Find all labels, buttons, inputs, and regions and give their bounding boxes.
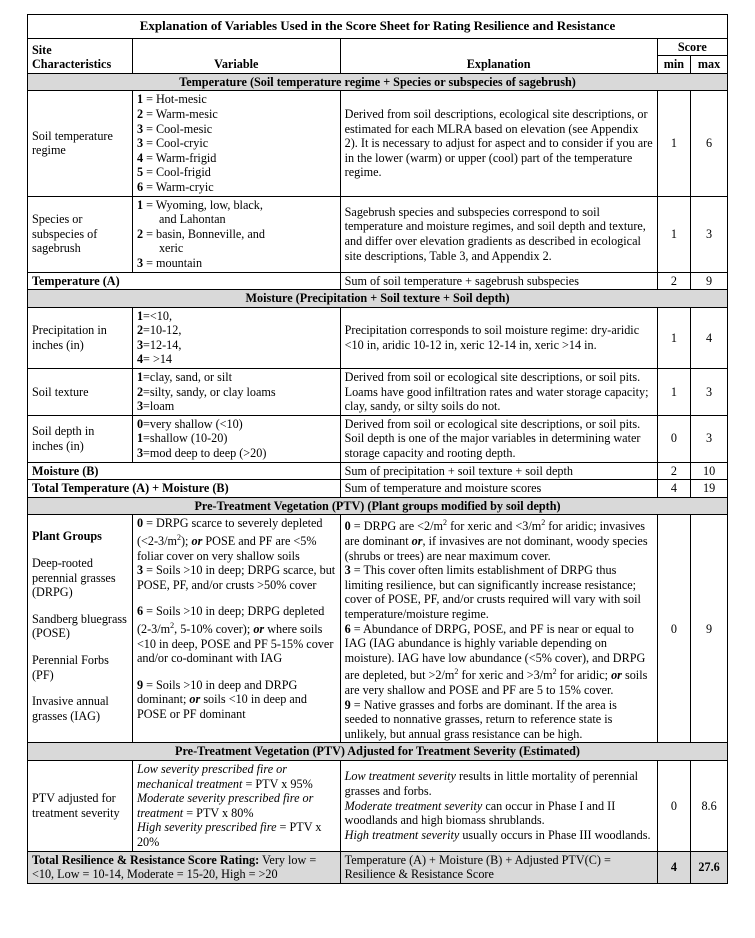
list-item: 0 = DRPG scarce to severely depleted $(<2-3/m^2)$; or POSE and PF are <5% foliar cover on very shallow soils: [136, 516, 323, 563]
ptv-band-label: Pre-Treatment Vegetation (PTV) (Plant groups modified by soil depth): [28, 497, 728, 515]
moisture-sum-label: Moisture (B): [28, 462, 341, 480]
list-item: 0 = DRPG are $<2/m^2$ for xeric and $<3/m^2$ for aridic; invasives are dominant or, if invasives are not dominant, woody species (shrubs or trees) are near maximum cover.: [344, 518, 648, 563]
temperature-band-label: Temperature (Soil temperature regime + Species or subspecies of sagebrush): [28, 73, 728, 91]
adjusted-band-label: Pre-Treatment Vegetation (PTV) Adjusted for Treatment Severity (Estimated): [28, 743, 728, 761]
soil-temperature-row: [28, 91, 728, 196]
list-item: 1=<10,: [136, 308, 173, 323]
total-score-explanation: [340, 851, 657, 883]
variables-sagebrush: [132, 196, 340, 272]
list-item: 0=very shallow (<10): [136, 416, 243, 431]
plant-groups-heading: Plant Groups: [32, 529, 102, 544]
soil-depth-row: [28, 415, 728, 462]
list-item: 1=shallow (10-20): [136, 431, 228, 446]
header-variable: Variable: [132, 38, 340, 73]
moisture-sum-explanation: Sum of precipitation + soil texture + soil depth: [340, 462, 657, 480]
min-sagebrush: 1: [657, 196, 691, 272]
list-item: 4 = Warm-frigid: [136, 150, 217, 165]
header-score: Score: [657, 38, 727, 56]
list-item: 3 = This cover often limits establishment of DRPG thus limiting resilience, but can significantly increase resistance; cover of POSE, PF, and/or crusts required will vary with soil temperature/moisture regime.: [344, 563, 641, 622]
list-item: 3=12-14,: [136, 337, 182, 352]
plant-groups-row: [28, 515, 728, 743]
explanation-soil-depth: Derived from soil or ecological site descriptions, or soil pits. Soil depth is one of the major variables in determining water storage capacity and rooting depth.: [340, 415, 657, 462]
list-item: High severity prescribed fire = PTV x 20%: [136, 820, 322, 849]
total-score-label: Total Resilience & Resistance Score Rating: Very low = <10, Low = 10-14, Moderate = 15-20, High = >20: [28, 851, 341, 883]
min-soil-depth: 0: [657, 415, 691, 462]
list-item: Low severity prescribed fire or mechanical treatment = PTV x 95%: [136, 762, 313, 791]
min-plant-groups: 0: [657, 515, 691, 743]
list-item: 3 = Cool-cryic: [136, 136, 209, 151]
total-exp-line2: Resilience & Resistance Score: [344, 867, 494, 882]
header-site-line1: Site: [32, 42, 52, 57]
list-item: 2 = Warm-mesic: [136, 106, 218, 121]
list-item: 3 = Soils >10 in deep; DRPG scarce, but POSE, PF, and/or crusts >50% cover: [136, 563, 336, 592]
header-min: min: [657, 56, 691, 74]
list-item: High treatment severity usually occurs in Phase III woodlands.: [344, 827, 651, 842]
list-item: 3 = mountain: [136, 255, 203, 270]
table-title: Explanation of Variables Used in the Score Sheet for Rating Resilience and Resistance: [28, 15, 728, 39]
list-item: Low treatment severity results in little mortality of perennial grasses and forbs.: [344, 769, 638, 798]
header-site: [28, 38, 133, 73]
min-soil-texture: 1: [657, 369, 691, 416]
explanation-soil-texture: Derived from soil or ecological site descriptions, or soil pits. Loams have good infiltration rates and water storage capacity; clay, sandy, or silty soils do not.: [340, 369, 657, 416]
list-item: 1=clay, sand, or silt: [136, 370, 233, 385]
list-item: 2=10-12,: [136, 323, 182, 338]
list-item: 6 = Soils >10 in deep; DRPG depleted ($2-3/m^2$, 5-10% cover); or where soils <10 in deep, POSE and PF 5-15% cover and/or co-dominant with IAG: [136, 604, 334, 666]
variables-soil-temperature: [132, 91, 340, 196]
list-item: 9 = Soils >10 in deep and DRPG dominant; or soils <10 in deep and POSE or PF dominant: [136, 677, 307, 722]
adjusted-band: [28, 743, 728, 761]
list-item: 3 = Cool-mesic: [136, 121, 213, 136]
variables-precipitation: [132, 307, 340, 368]
list-item: Moderate severity prescribed fire or treatment = PTV x 80%: [136, 791, 314, 820]
list-item-cont: and Lahontan: [158, 212, 226, 227]
score-sheet: [27, 14, 728, 884]
max-soil-texture: 3: [691, 369, 728, 416]
variables-table: [27, 14, 728, 884]
list-item: 9 = Native grasses and forbs are dominant. If the area is seeded to nonnative grasses, return to reference state is unlikely, but annual grass resistance can be high.: [344, 697, 617, 741]
list-item: 1 = Hot-mesic: [136, 92, 207, 107]
max-sagebrush: 3: [691, 196, 728, 272]
min-adjusted: 0: [657, 761, 691, 852]
moisture-band-label: Moisture (Precipitation + Soil texture + Soil depth): [28, 290, 728, 308]
variables-soil-depth: [132, 415, 340, 462]
list-item: Sandberg bluegrass (POSE): [32, 611, 127, 641]
temperature-band: [28, 73, 728, 91]
list-item: Moderate treatment severity can occur in Phase I and II woodlands and high biomass shrublands.: [344, 798, 616, 828]
total-temp-moisture-explanation: Sum of temperature and moisture scores: [340, 480, 657, 498]
list-item: 3=loam: [136, 399, 175, 414]
site-adjusted: PTV adjusted for treatment severity: [28, 761, 133, 852]
list-item: 3=mod deep to deep (>20): [136, 446, 267, 461]
header-explanation: Explanation: [340, 38, 657, 73]
moisture-sum-row: [28, 462, 728, 480]
site-soil-texture: Soil texture: [28, 369, 133, 416]
total-score-max: 27.6: [691, 851, 728, 883]
explanation-sagebrush: Sagebrush species and subspecies correspond to soil temperature and moisture regimes, and soil depth and texture, and differ over elevation gradients as described in ecological site descriptions, Table 3, and Appendix 2.: [340, 196, 657, 272]
max-soil-depth: 3: [691, 415, 728, 462]
soil-texture-row: [28, 369, 728, 416]
list-item: 2 = basin, Bonneville, and: [136, 226, 265, 241]
temperature-sum-explanation: Sum of soil temperature + sagebrush subspecies: [340, 272, 657, 290]
ptv-band: [28, 497, 728, 515]
max-adjusted: 8.6: [691, 761, 728, 852]
temperature-sum-min: 2: [657, 272, 691, 290]
moisture-sum-min: 2: [657, 462, 691, 480]
explanation-adjusted: [340, 761, 657, 852]
site-precipitation: Precipitation in inches (in): [28, 307, 133, 368]
temperature-sum-max: 9: [691, 272, 728, 290]
list-item: Invasive annual grasses (IAG): [32, 694, 109, 723]
explanation-precipitation: Precipitation corresponds to soil moisture regime: dry-aridic <10 in, aridic 10-12 in, xeric 12-14 in, xeric >14 in.: [340, 307, 657, 368]
header-row: [28, 38, 728, 56]
list-item: 2=silty, sandy, or clay loams: [136, 384, 276, 399]
max-plant-groups: 9: [691, 515, 728, 743]
total-temp-moisture-row: [28, 480, 728, 498]
total-score-row: [28, 851, 728, 883]
max-soil-temperature: 6: [691, 91, 728, 196]
list-item: 5 = Cool-frigid: [136, 165, 211, 180]
explanation-soil-temperature: Derived from soil descriptions, ecological site descriptions, or estimated for each MLRA based on elevation (see Appendix 2). It is necessary to adjust for aspect and to consider if you are in the lower (warm) or upper (cool) part of the temperature regime.: [340, 91, 657, 196]
variables-plant-groups: [132, 515, 340, 743]
moisture-band: [28, 290, 728, 308]
variables-adjusted: [132, 761, 340, 852]
explanation-plant-groups: [340, 515, 657, 743]
variables-soil-texture: [132, 369, 340, 416]
site-plant-groups: [28, 515, 133, 743]
list-item: 4= >14: [136, 352, 173, 367]
header-max: max: [691, 56, 728, 74]
list-item-cont: xeric: [158, 241, 184, 256]
min-soil-temperature: 1: [657, 91, 691, 196]
list-item: Perennial Forbs (PF): [32, 652, 109, 682]
total-temp-moisture-label: Total Temperature (A) + Moisture (B): [28, 480, 341, 498]
list-item: Deep-rooted perennial grasses (DRPG): [32, 556, 116, 600]
precipitation-row: [28, 307, 728, 368]
temperature-sum-label: Temperature (A): [28, 272, 341, 290]
total-score-min: 4: [657, 851, 691, 883]
list-item: 1 = Wyoming, low, black,: [136, 197, 263, 212]
title-row: [28, 15, 728, 39]
site-sagebrush: Species or subspecies of sagebrush: [28, 196, 133, 272]
sagebrush-row: [28, 196, 728, 272]
list-item: 6 = Abundance of DRPG, POSE, and PF is near or equal to IAG (IAG abundance is highly variable depending on moisture). IAG have low abundance (<5% cover), and DRPG are depleted, but $>2/m^2$ for xeric and $>3/m^2$ for aridic; or soils are very shallow and POSE and PF are 5 to 15% cover.: [344, 621, 648, 698]
total-temp-moisture-min: 4: [657, 480, 691, 498]
list-item: 6 = Warm-cryic: [136, 179, 214, 194]
max-precipitation: 4: [691, 307, 728, 368]
temperature-sum-row: [28, 272, 728, 290]
site-soil-temperature: Soil temperature regime: [28, 91, 133, 196]
header-site-line2: Characteristics: [32, 57, 112, 72]
adjusted-row: [28, 761, 728, 852]
min-precipitation: 1: [657, 307, 691, 368]
total-exp-line1: Temperature (A) + Moisture (B) + Adjusted PTV(C) =: [344, 852, 611, 867]
site-soil-depth: Soil depth in inches (in): [28, 415, 133, 462]
moisture-sum-max: 10: [691, 462, 728, 480]
total-temp-moisture-max: 19: [691, 480, 728, 498]
